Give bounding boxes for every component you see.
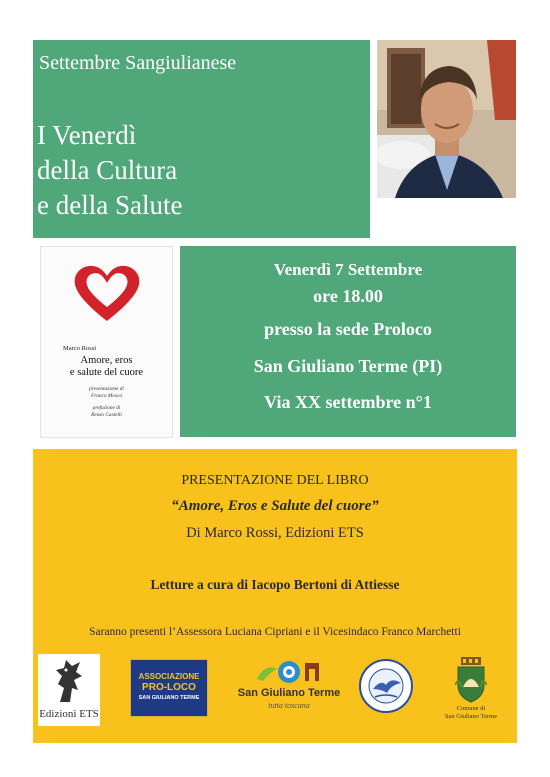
logo-la-voce-del-serchio xyxy=(359,659,413,713)
title-box xyxy=(33,40,370,238)
event-date: Venerdì 7 Settembre xyxy=(273,260,423,279)
event-venue: presso la sede Proloco xyxy=(264,319,432,339)
event-series: Settembre Sangiulianese xyxy=(39,52,237,74)
comune-line: San Giuliano Terme xyxy=(444,713,498,720)
book-title-line: Amore, eros xyxy=(80,355,133,366)
logo-comune xyxy=(445,657,497,729)
voce-seal-icon xyxy=(359,659,413,713)
sg-logo-tagline: tutta toscana xyxy=(268,701,310,710)
presentation-book-title: “Amore, Eros e Salute del cuore” xyxy=(171,498,379,514)
presentation-byline: Di Marco Rossi, Edizioni ETS xyxy=(186,525,364,541)
title-line: I Venerdì xyxy=(37,120,137,150)
book-presentation-note xyxy=(41,386,172,400)
proloco-line: SAN GIULIANO TERME xyxy=(138,695,200,701)
book-title-line: e salute del cuore xyxy=(69,367,144,378)
book-note-line: Franco Mosca xyxy=(90,393,123,399)
readings-credit: Letture a cura di Iacopo Bertoni di Attiesse xyxy=(150,577,400,592)
title-line: e della Salute xyxy=(37,190,183,220)
logo-pro-loco xyxy=(130,659,208,717)
comune-crest-icon xyxy=(455,657,487,703)
event-town: San Giuliano Terme (PI) xyxy=(253,356,443,376)
event-address: Via XX settembre n°1 xyxy=(264,392,432,412)
book-cover xyxy=(40,246,173,438)
presentation-box xyxy=(33,449,517,743)
heart-icon xyxy=(71,263,143,325)
event-details-box xyxy=(180,246,516,437)
griffin-icon xyxy=(52,658,86,704)
guests-note: Saranno presenti l’Assessora Luciana Cipriani e il Vicesindaco Franco Marchetti xyxy=(89,626,461,638)
author-photo xyxy=(377,40,516,198)
event-time: ore 18.00 xyxy=(313,286,383,306)
presentation-heading: PRESENTAZIONE DEL LIBRO xyxy=(181,473,369,488)
logo-edizioni-ets xyxy=(38,654,100,726)
proloco-line: ASSOCIAZIONE xyxy=(138,672,200,681)
book-note-line: prefazione di xyxy=(92,405,121,411)
book-cover-title xyxy=(41,355,172,379)
comune-line: Comune di xyxy=(456,705,486,712)
book-note-line: presentazione di xyxy=(89,386,124,392)
comune-label xyxy=(441,705,501,721)
sg-logo-name: San Giuliano Terme xyxy=(237,687,341,699)
sg-emblem-icon xyxy=(255,659,325,685)
proloco-line: PRO-LOCO xyxy=(142,682,196,693)
ets-logo-text: Edizioni ETS xyxy=(39,708,99,720)
book-preface-note xyxy=(41,405,172,419)
book-note-line: Renzo Castelli xyxy=(91,412,122,418)
title-line: della Cultura xyxy=(37,155,178,185)
page-title xyxy=(37,118,182,223)
logo-san-giuliano-terme xyxy=(229,659,349,719)
book-author: Marco Rossi xyxy=(63,345,97,352)
